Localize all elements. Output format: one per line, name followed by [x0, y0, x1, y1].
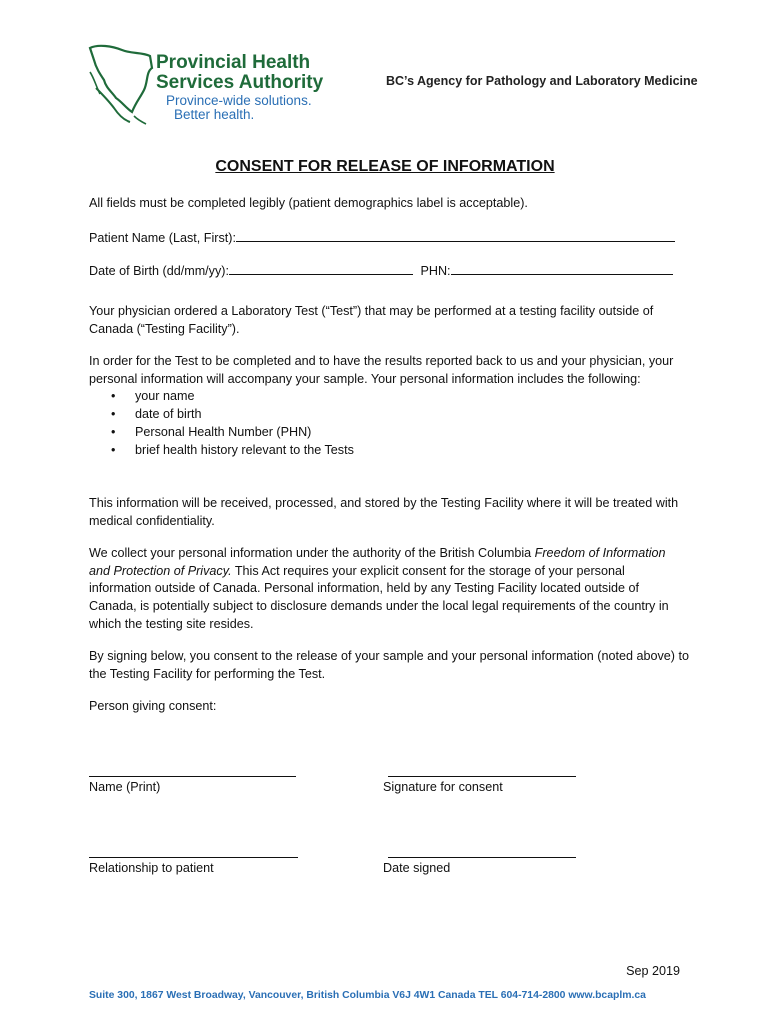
tagline-line1: Province-wide solutions. [166, 93, 312, 108]
signature-line[interactable] [388, 776, 576, 777]
paragraph-personal-info [89, 353, 689, 459]
patient-name-row [89, 228, 675, 248]
intro-text: All fields must be completed legibly (patient demographics label is acceptable). [89, 196, 528, 210]
privacy-act-name: Freedom of Information and Protection of Privacy. [89, 546, 666, 578]
patient-name-label: Patient Name (Last, First): [89, 231, 236, 245]
name-print-label: Name (Print) [89, 780, 161, 794]
footer-address: Suite 300, 1867 West Broadway, Vancouver, British Columbia V6J 4W1 Canada TEL 604-714-2800 www.bcaplm.ca [89, 990, 646, 1001]
dob-phn-row [89, 261, 673, 281]
paragraph-consent: By signing below, you consent to the release of your sample and your personal information (noted above) to the Testing Facility for performing the Test. [89, 649, 689, 681]
personal-info-list [89, 388, 689, 459]
privacy-act-text-start: We collect your personal information under the authority of the British Columbia [89, 546, 535, 560]
relationship-label: Relationship to patient [89, 861, 214, 875]
date-signed-label: Date signed [383, 861, 451, 875]
person-giving-consent-label: Person giving consent: [89, 699, 217, 713]
revision-date: Sep 2019 [626, 964, 680, 978]
tagline-line2: Better health. [174, 107, 255, 122]
signature-label: Signature for consent [383, 780, 503, 794]
privacy-act-text-end: This Act requires your explicit consent for the storage of your personal information outside of Canada. Personal information, held by any Testing Facility located outside of Canada, is potentially subject to disclosure demands under the local legal requirements of the country in which the testing site resides. [89, 563, 669, 631]
paragraph-confidentiality: This information will be received, processed, and stored by the Testing Facility where it will be treated with medical confidentiality. [89, 496, 679, 528]
paragraph-personal-info-text: In order for the Test to be completed and to have the results reported back to us and your physician, your personal information will accompany your sample. Your personal information includes the following: [89, 354, 674, 386]
paragraph-privacy-act [89, 545, 689, 634]
list-item: • brief health history relevant to the Tests [89, 442, 689, 460]
name-print-line[interactable] [89, 776, 296, 777]
patient-name-field[interactable] [236, 228, 675, 242]
relationship-line[interactable] [89, 857, 298, 858]
form-title: CONSENT FOR RELEASE OF INFORMATION [215, 158, 555, 175]
dob-field[interactable] [229, 261, 413, 275]
paragraph-test-facility: Your physician ordered a Laboratory Test (“Test”) that may be performed at a testing facility outside of Canada (“Testing Facility”). [89, 304, 654, 336]
dob-label: Date of Birth (dd/mm/yy): [89, 264, 229, 278]
org-name-line2: Services Authority [156, 72, 324, 93]
list-item: • your name [89, 388, 689, 406]
org-name-line1: Provincial Health [156, 52, 311, 73]
agency-name: BC’s Agency for Pathology and Laboratory Medicine [386, 74, 698, 88]
list-item: • Personal Health Number (PHN) [89, 424, 689, 442]
phn-label: PHN: [420, 264, 451, 278]
date-signed-line[interactable] [388, 857, 576, 858]
phn-field[interactable] [451, 261, 673, 275]
list-item: • date of birth [89, 406, 689, 424]
